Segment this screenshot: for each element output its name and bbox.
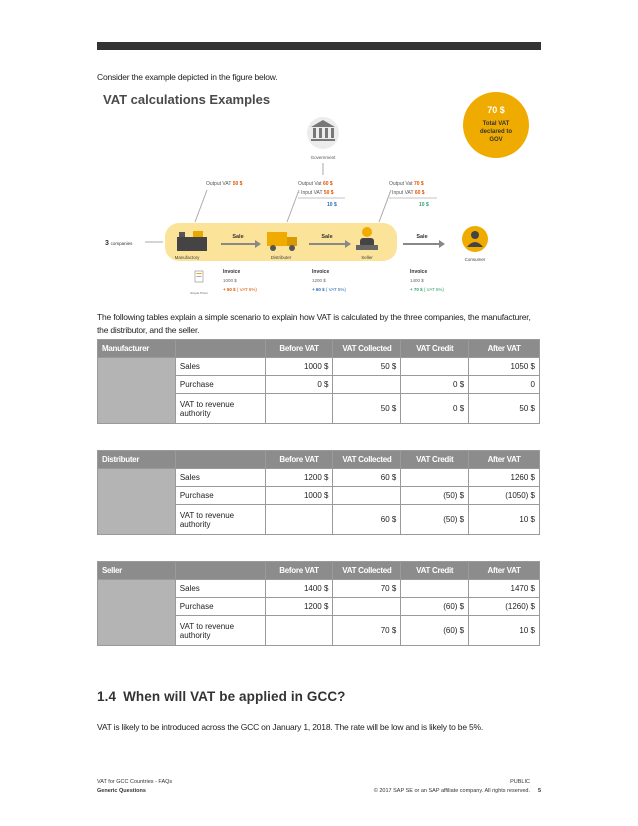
blank-header	[175, 562, 265, 580]
invoice-3-vat: + 70 $ ( VAT 5%)	[410, 287, 444, 292]
cell: 10 $	[469, 505, 540, 535]
row-label: Purchase	[175, 598, 265, 616]
cell	[333, 376, 401, 394]
page-number: 5	[538, 788, 542, 794]
stage3-output: Output Vat 70 $	[389, 181, 424, 187]
cell: 1470 $	[469, 580, 540, 598]
government-label: Government	[310, 155, 336, 160]
cell: 0	[469, 376, 540, 394]
cell: 70 $	[333, 580, 401, 598]
row-label: VAT to revenue authority	[175, 616, 265, 646]
total-text-2: declared to	[479, 129, 513, 135]
invoice-2-vat: + 60 $ ( VAT 5%)	[312, 287, 346, 292]
cell	[333, 598, 401, 616]
cell: 70 $	[333, 616, 401, 646]
stage2-label: Distributer	[270, 255, 292, 260]
body-text: VAT is likely to be introduced across the GCC on January 1, 2018. The rate will be low and is likely to be 5%.	[97, 722, 484, 732]
stage3-net: 10 $	[419, 202, 429, 208]
cell: 10 $	[469, 616, 540, 646]
sale-label-3: Sale	[416, 234, 428, 240]
cell: 1260 $	[469, 469, 540, 487]
row-label: Sales	[175, 358, 265, 376]
tables-intro-paragraph: The following tables explain a simple scenario to explain how VAT is calculated by the three companies, the manufacturer, the distributor, and the seller.	[97, 312, 531, 335]
cell: 1400 $	[265, 580, 333, 598]
col-header: After VAT	[469, 451, 540, 469]
cell: 60 $	[333, 505, 401, 535]
distributer-table	[97, 450, 540, 535]
cell: 1000 $	[265, 358, 333, 376]
invoice-3-title: Invoice	[410, 269, 428, 275]
total-amount: 70 $	[487, 105, 505, 115]
col-header: Before VAT	[265, 340, 333, 358]
footer-doc-title: VAT for GCC Countries - FAQs	[97, 779, 173, 785]
cell	[333, 487, 401, 505]
footer-copyright: © 2017 SAP SE or an SAP affiliate company. All rights reserved.	[373, 788, 530, 794]
stage3-input: - Input VAT 60 $	[389, 190, 425, 196]
section-title: When will VAT be applied in GCC?	[123, 689, 346, 704]
invoice-1-title: Invoice	[223, 269, 241, 275]
blank-header	[175, 340, 265, 358]
total-text-3: GOV	[489, 137, 503, 143]
invoice-1-amount: 1000 $	[223, 278, 237, 283]
cell	[401, 358, 469, 376]
invoice-3-amount: 1400 $	[410, 278, 424, 283]
col-header: Before VAT	[265, 562, 333, 580]
footer-doc-sub: Generic Questions	[97, 788, 146, 794]
invoice-doc-icon	[195, 271, 203, 282]
invoice-1-vat: + 50 $ ( VAT 5%)	[223, 287, 257, 292]
cell: 60 $	[333, 469, 401, 487]
cell: 50 $	[469, 394, 540, 424]
entity-cell	[98, 469, 176, 535]
cell: (1050) $	[469, 487, 540, 505]
intro-text: Consider the example depicted in the figure below.	[97, 72, 278, 82]
col-header: VAT Credit	[401, 451, 469, 469]
row-label: Sales	[175, 469, 265, 487]
sale-label-2: Sale	[321, 234, 333, 240]
entity-cell	[98, 358, 176, 424]
manufacturer-table	[97, 339, 540, 424]
cell	[265, 394, 333, 424]
entity-cell	[98, 580, 176, 646]
entity-header: Seller	[98, 562, 176, 580]
cell: (60) $	[401, 616, 469, 646]
col-header: VAT Collected	[333, 562, 401, 580]
doc-caption: Simple Pricer	[190, 291, 208, 295]
companies-label: 3 companies	[105, 240, 133, 247]
government-icon	[307, 117, 339, 149]
cell: (1260) $	[469, 598, 540, 616]
cell: 1200 $	[265, 469, 333, 487]
seller-table	[97, 561, 540, 646]
stage3-label: Seller	[361, 255, 373, 260]
col-header: VAT Credit	[401, 562, 469, 580]
cell: 0 $	[265, 376, 333, 394]
col-header: VAT Credit	[401, 340, 469, 358]
row-label: VAT to revenue authority	[175, 394, 265, 424]
cell: 1200 $	[265, 598, 333, 616]
cell: 0 $	[401, 376, 469, 394]
stage2-input: - Input VAT 50 $	[298, 190, 334, 196]
cell: 1050 $	[469, 358, 540, 376]
stage1-output: Output VAT 50 $	[206, 181, 243, 187]
consumer-label: Consumer	[464, 257, 486, 262]
col-header: After VAT	[469, 562, 540, 580]
table-row	[98, 580, 540, 598]
sale-label-1: Sale	[232, 234, 244, 240]
col-header: Before VAT	[265, 451, 333, 469]
cell	[401, 580, 469, 598]
cell: 0 $	[401, 394, 469, 424]
cell	[401, 469, 469, 487]
total-text-1: Total VAT	[482, 121, 510, 127]
entity-header: Manufacturer	[98, 340, 176, 358]
table-row	[98, 469, 540, 487]
row-label: Sales	[175, 580, 265, 598]
section-heading	[97, 689, 346, 704]
invoice-2-title: Invoice	[312, 269, 330, 275]
consumer-icon	[462, 226, 488, 252]
header-bar	[97, 42, 541, 50]
cell	[265, 616, 333, 646]
cell	[265, 505, 333, 535]
row-label: VAT to revenue authority	[175, 505, 265, 535]
vat-figure	[97, 87, 542, 302]
gov-arrows	[195, 163, 391, 222]
cell: (50) $	[401, 505, 469, 535]
table-header-row	[98, 451, 540, 469]
figure-title: VAT calculations Examples	[103, 92, 271, 107]
stage1-label: Manufactory	[174, 255, 200, 260]
col-header: VAT Collected	[333, 340, 401, 358]
stage2-net: 10 $	[327, 202, 337, 208]
table-row	[98, 358, 540, 376]
stage2-output: Output Vat 60 $	[298, 181, 333, 187]
section-number: 1.4	[97, 689, 117, 704]
row-label: Purchase	[175, 487, 265, 505]
invoice-2-amount: 1200 $	[312, 278, 326, 283]
cell: (50) $	[401, 487, 469, 505]
cell: (60) $	[401, 598, 469, 616]
entity-header: Distributer	[98, 451, 176, 469]
row-label: Purchase	[175, 376, 265, 394]
footer-classification: PUBLIC	[510, 779, 530, 785]
table-header-row	[98, 340, 540, 358]
cell: 1000 $	[265, 487, 333, 505]
blank-header	[175, 451, 265, 469]
cell: 50 $	[333, 358, 401, 376]
col-header: After VAT	[469, 340, 540, 358]
col-header: VAT Collected	[333, 451, 401, 469]
cell: 50 $	[333, 394, 401, 424]
table-header-row	[98, 562, 540, 580]
